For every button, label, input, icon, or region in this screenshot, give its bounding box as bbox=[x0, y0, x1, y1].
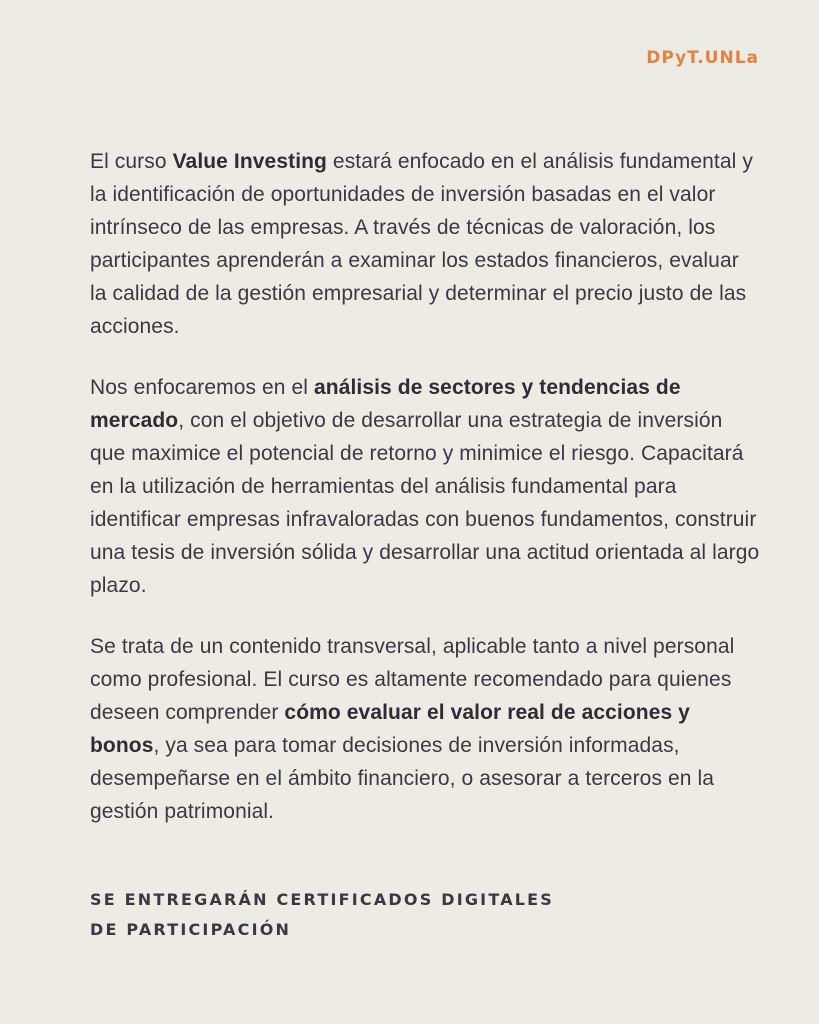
certificate-notice bbox=[90, 885, 710, 945]
paragraph-text: Se trata de un contenido transversal, aplicable tanto a nivel personal como profesional. El curso es altamente recomendado para quienes deseen comprender bbox=[90, 635, 735, 724]
paragraph-text: Nos enfocaremos en el bbox=[90, 376, 314, 399]
paragraph-focus bbox=[90, 371, 760, 602]
course-description bbox=[90, 145, 760, 856]
paragraph-text: , con el objetivo de desarrollar una estrategia de inversión que maximice el potencial de retorno y minimice el riesgo. Capacitará en la utilización de herramientas del análisis fundamental para identificar empresas infravaloradas con buenos fundamentos, construir una tesis de inversión sólida y desarrollar una actitud orientada al largo plazo. bbox=[90, 409, 760, 597]
paragraph-text: , ya sea para tomar decisiones de inversión informadas, desempeñarse en el ámbito financiero, o asesorar a terceros en la gestión patrimonial. bbox=[90, 734, 715, 823]
certificate-notice-line-2: DE PARTICIPACIÓN bbox=[90, 920, 292, 939]
certificate-notice-line-1: SE ENTREGARÁN CERTIFICADOS DIGITALES bbox=[90, 890, 555, 909]
highlight-valuation: cómo evaluar el valor real de acciones y bonos bbox=[90, 701, 690, 757]
paragraph-text: El curso bbox=[90, 150, 173, 173]
paragraph-text: estará enfocado en el análisis fundamental y la identificación de oportunidades de inversión basadas en el valor intrínseco de las empresas. A través de técnicas de valoración, los participantes aprenderán a examinar los estados financieros, evaluar la calidad de la gestión empresarial y determinar el precio justo de las acciones. bbox=[90, 150, 753, 338]
paragraph-audience bbox=[90, 630, 760, 828]
highlight-course-name: Value Investing bbox=[172, 150, 327, 173]
paragraph-intro bbox=[90, 145, 760, 343]
brand-logo-text: DPyT.UNLa bbox=[646, 48, 759, 68]
highlight-sector-analysis: análisis de sectores y tendencias de mercado bbox=[90, 376, 681, 432]
